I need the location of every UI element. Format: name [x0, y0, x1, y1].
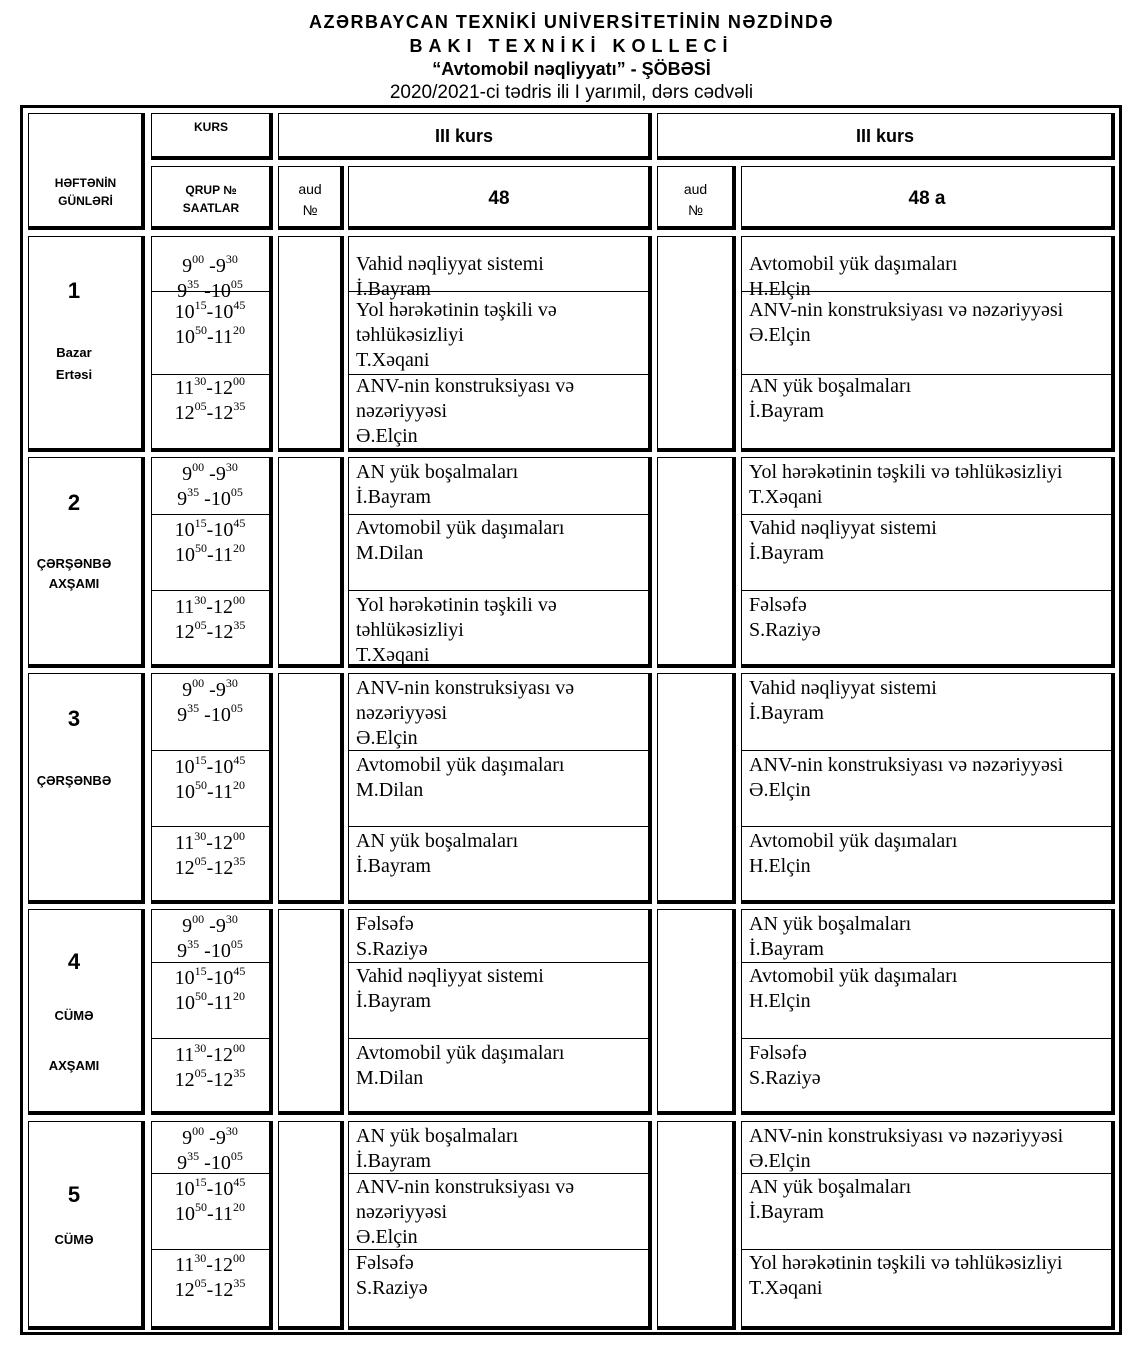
aud-b-number-sign: № — [687, 202, 704, 218]
subject-g48a-slot-1 — [749, 676, 937, 726]
subject-g48a-slot-1 — [749, 1124, 1063, 1174]
subject-line: təhlükəsizliyi — [356, 619, 464, 641]
subject-line: Vahid nəqliyyat sistemi — [749, 517, 937, 539]
subject-line: ANV-nin konstruksiyası və nəzəriyyəsi — [749, 1125, 1064, 1147]
subject-g48a-slot-1 — [749, 252, 958, 302]
day-name-line1: CÜMƏ — [54, 1232, 94, 1247]
day-name-line1: CÜMƏ — [54, 1008, 94, 1023]
college-title-line1: AZƏRBAYCAN TEXNİKİ UNİVERSİTETİNİN NƏZDİNDƏ — [308, 12, 835, 32]
group-a-label: 48 — [488, 188, 510, 209]
subject-line: AN yük boşalmaları — [749, 1176, 912, 1198]
subject-g48a-slot-3 — [749, 829, 958, 879]
subject-g48-slot-1 — [356, 676, 574, 751]
subject-line: Yol hərəkətinin təşkili və təhlükəsizliyi — [749, 1252, 1063, 1274]
subject-line: İ.Bayram — [749, 400, 824, 422]
subject-line: Yol hərəkətinin təşkili və — [356, 299, 557, 321]
subject-line: Ə.Elçin — [749, 779, 811, 801]
subject-g48a-slot-2 — [749, 516, 937, 566]
slot-separator — [741, 590, 1111, 591]
day-1-col-3 — [278, 236, 344, 452]
subject-line: təhlükəsizliyi — [356, 324, 464, 346]
time-slot: $11^{30}-12^{00}$ $12^{05}-12^{35}$ — [174, 374, 246, 424]
subject-line: İ.Bayram — [356, 486, 431, 508]
subject-line: Avtomobil yük daşımaları — [749, 253, 958, 275]
subject-g48-slot-3 — [356, 374, 574, 449]
slot-separator — [348, 590, 648, 591]
subject-line: nəzəriyyəsi — [356, 1201, 448, 1223]
day-name-line2: AXŞAMI — [48, 576, 100, 591]
day-5-col-5 — [657, 1121, 736, 1330]
group-label-line1: QRUP № — [185, 183, 237, 197]
subject-line: Ə.Elçin — [356, 425, 418, 447]
subject-line: AN yük boşalmaları — [749, 375, 912, 397]
subject-line: Vahid nəqliyyat sistemi — [356, 965, 544, 987]
time-slot: $10^{15}-10^{45}$ $10^{50}-11^{20}$ — [174, 298, 246, 348]
slot-separator — [741, 826, 1111, 827]
time-slot: $9^{00}$ $-9^{30}$ $9^{35}$ $-10^{05}$ — [177, 1124, 243, 1174]
subject-line: Fəlsəfə — [356, 913, 414, 935]
day-1-col-5 — [657, 236, 736, 452]
day-name-line1: ÇƏRŞƏNBƏ — [36, 773, 112, 788]
subject-g48a-slot-2 — [749, 964, 958, 1014]
subject-g48a-slot-1 — [749, 460, 1062, 510]
subject-line: İ.Bayram — [749, 542, 824, 564]
subject-line: M.Dilan — [356, 779, 424, 801]
subject-line: Avtomobil yük daşımaları — [356, 1042, 565, 1064]
kurs-header-cell — [151, 113, 273, 160]
subject-line: T.Xəqani — [749, 1277, 823, 1299]
subject-g48a-slot-2 — [749, 753, 1063, 803]
day-name-line1: Bazar — [56, 345, 92, 360]
slot-separator — [348, 962, 648, 963]
department-title: “Avtomobil nəqliyyatı” - ŞÖBƏSİ — [432, 59, 711, 79]
subject-line: nəzəriyyəsi — [356, 400, 448, 422]
subject-line: Fəlsəfə — [749, 1042, 807, 1064]
days-label-line2: GÜNLƏRİ — [58, 194, 113, 208]
subject-line: İ.Bayram — [356, 1150, 431, 1172]
subject-g48a-slot-2 — [749, 298, 1063, 348]
day-2-col-3 — [278, 457, 344, 668]
subject-line: M.Dilan — [356, 1067, 424, 1089]
subject-line: ANV-nin konstruksiyası və — [356, 1176, 575, 1198]
subject-g48-slot-1 — [356, 460, 518, 510]
day-name-line1: ÇƏRŞƏNBƏ — [36, 556, 112, 571]
days-header-cell — [28, 113, 145, 230]
subject-line: Ə.Elçin — [749, 1150, 811, 1172]
slot-separator — [151, 1249, 269, 1250]
slot-separator — [741, 750, 1111, 751]
subject-g48a-slot-3 — [749, 374, 911, 424]
subject-line: İ.Bayram — [356, 990, 431, 1012]
subject-line: T.Xəqani — [356, 349, 430, 371]
subject-line: S.Raziyə — [749, 1067, 821, 1089]
slot-separator — [741, 962, 1111, 963]
subject-line: ANV-nin konstruksiyası və — [356, 677, 575, 699]
subject-g48a-slot-3 — [749, 593, 821, 643]
course-a-header — [278, 113, 652, 160]
subject-g48-slot-2 — [356, 753, 565, 803]
subject-line: İ.Bayram — [749, 702, 824, 724]
slot-separator — [151, 590, 269, 591]
subject-line: Yol hərəkətinin təşkili və — [356, 594, 557, 616]
time-slot: $10^{15}-10^{45}$ $10^{50}-11^{20}$ — [174, 516, 246, 566]
subject-g48a-slot-3 — [749, 1251, 1062, 1301]
subject-line: AN yük boşalmaları — [356, 461, 519, 483]
subject-line: Ə.Elçin — [356, 727, 418, 749]
time-slot: $11^{30}-12^{00}$ $12^{05}-12^{35}$ — [174, 1251, 246, 1301]
aud-b-label: aud — [683, 181, 708, 197]
subject-line: nəzəriyyəsi — [356, 702, 448, 724]
subject-g48-slot-3 — [356, 829, 518, 879]
day-4-col-3 — [278, 909, 344, 1115]
subject-line: Avtomobil yük daşımaları — [749, 965, 958, 987]
subject-g48a-slot-3 — [749, 1041, 821, 1091]
aud-a-header — [278, 166, 344, 230]
course-b-header — [657, 113, 1115, 160]
time-slot: $9^{00}$ $-9^{30}$ $9^{35}$ $-10^{05}$ — [177, 912, 243, 962]
day-5-col-1 — [28, 1121, 145, 1330]
course-a-label: III kurs — [434, 126, 494, 146]
subject-line: S.Raziyə — [356, 1277, 428, 1299]
subject-line: Yol hərəkətinin təşkili və təhlükəsizliyi — [749, 461, 1063, 483]
slot-separator — [741, 1249, 1111, 1250]
subject-line: Vahid nəqliyyat sistemi — [356, 253, 544, 275]
subject-g48-slot-1 — [356, 252, 544, 302]
subject-line: Avtomobil yük daşımaları — [356, 754, 565, 776]
time-slot: $11^{30}-12^{00}$ $12^{05}-12^{35}$ — [174, 829, 246, 879]
time-slot: $11^{30}-12^{00}$ $12^{05}-12^{35}$ — [174, 1041, 246, 1091]
group-a-header — [348, 166, 652, 230]
aud-a-number-sign: № — [302, 202, 318, 218]
aud-a-label: aud — [298, 181, 322, 197]
subject-line: Avtomobil yük daşımaları — [749, 830, 958, 852]
subject-g48-slot-1 — [356, 912, 428, 962]
course-b-label: III kurs — [855, 126, 915, 146]
subject-g48a-slot-1 — [749, 912, 911, 962]
subject-line: Ə.Elçin — [749, 324, 811, 346]
subject-line: H.Elçin — [749, 990, 811, 1012]
day-number: 2 — [67, 490, 81, 515]
subject-g48-slot-2 — [356, 298, 557, 373]
subject-line: İ.Bayram — [749, 938, 824, 960]
subject-g48-slot-2 — [356, 516, 565, 566]
slot-separator — [151, 1038, 269, 1039]
aud-b-header — [657, 166, 736, 230]
day-number: 1 — [67, 278, 81, 303]
college-title-line2: BAKI TEXNİKİ KOLLECİ — [409, 36, 734, 56]
subject-line: Avtomobil yük daşımaları — [356, 517, 565, 539]
slot-separator — [151, 514, 269, 515]
subject-g48-slot-3 — [356, 593, 557, 668]
day-3-col-3 — [278, 673, 344, 904]
subject-g48a-slot-2 — [749, 1175, 911, 1225]
kurs-label: KURS — [193, 120, 228, 134]
time-slot: $10^{15}-10^{45}$ $10^{50}-11^{20}$ — [174, 753, 246, 803]
day-number: 4 — [67, 949, 81, 974]
day-name-line2: AXŞAMI — [48, 1058, 100, 1073]
subject-g48-slot-2 — [356, 1175, 574, 1250]
slot-separator — [348, 826, 648, 827]
subject-line: İ.Bayram — [749, 1201, 824, 1223]
slot-separator — [348, 1038, 648, 1039]
time-slot: $9^{00}$ $-9^{30}$ $9^{35}$ $-10^{05}$ — [177, 676, 243, 726]
slot-separator — [348, 514, 648, 515]
slot-separator — [151, 750, 269, 751]
subject-line: Vahid nəqliyyat sistemi — [749, 677, 937, 699]
subject-line: T.Xəqani — [356, 644, 430, 666]
schedule-subtitle: 2020/2021-ci tədris ili I yarımil, dərs cədvəli — [389, 82, 754, 103]
time-slot: $9^{00}$ $-9^{30}$ $9^{35}$ $-10^{05}$ — [177, 460, 243, 510]
subject-line: ANV-nin konstruksiyası və nəzəriyyəsi — [749, 299, 1064, 321]
day-2-col-5 — [657, 457, 736, 668]
day-5-col-3 — [278, 1121, 344, 1330]
subject-line: S.Raziyə — [356, 938, 428, 960]
subject-line: H.Elçin — [749, 278, 811, 300]
subject-line: AN yük boşalmaları — [356, 1125, 519, 1147]
subject-line: ANV-nin konstruksiyası və nəzəriyyəsi — [749, 754, 1064, 776]
day-name-line2: Ertəsi — [55, 367, 93, 382]
time-slot: $10^{15}-10^{45}$ $10^{50}-11^{20}$ — [174, 964, 246, 1014]
subject-line: Fəlsəfə — [749, 594, 807, 616]
subject-line: S.Raziyə — [749, 619, 821, 641]
subject-line: Fəlsəfə — [356, 1252, 414, 1274]
day-4-col-5 — [657, 909, 736, 1115]
subject-g48-slot-2 — [356, 964, 544, 1014]
group-header-cell — [151, 166, 273, 230]
slot-separator — [741, 514, 1111, 515]
subject-line: T.Xəqani — [749, 486, 823, 508]
subject-line: Ə.Elçin — [356, 1226, 418, 1248]
day-1-col-1 — [28, 236, 145, 452]
subject-line: H.Elçin — [749, 855, 811, 877]
day-3-col-5 — [657, 673, 736, 904]
time-slot: $9^{00}$ $-9^{30}$ $9^{35}$ $-10^{05}$ — [177, 252, 243, 302]
slot-separator — [741, 1038, 1111, 1039]
time-slot: $10^{15}-10^{45}$ $10^{50}-11^{20}$ — [174, 1175, 246, 1225]
group-b-header — [741, 166, 1115, 230]
time-slot: $11^{30}-12^{00}$ $12^{05}-12^{35}$ — [174, 593, 246, 643]
subject-line: İ.Bayram — [356, 278, 431, 300]
day-number: 3 — [67, 706, 81, 731]
subject-line: AN yük boşalmaları — [749, 913, 912, 935]
slot-separator — [151, 826, 269, 827]
group-b-label: 48 a — [908, 188, 946, 209]
subject-g48-slot-3 — [356, 1251, 428, 1301]
slot-separator — [151, 374, 269, 375]
subject-g48-slot-3 — [356, 1041, 565, 1091]
subject-line: İ.Bayram — [356, 855, 431, 877]
group-label-line2: SAATLAR — [182, 201, 240, 215]
days-label-line1: HƏFTƏNİN — [54, 176, 117, 190]
subject-line: M.Dilan — [356, 542, 424, 564]
subject-line: AN yük boşalmaları — [356, 830, 519, 852]
subject-g48-slot-1 — [356, 1124, 518, 1174]
subject-line: ANV-nin konstruksiyası və — [356, 375, 575, 397]
day-number: 5 — [67, 1182, 81, 1207]
